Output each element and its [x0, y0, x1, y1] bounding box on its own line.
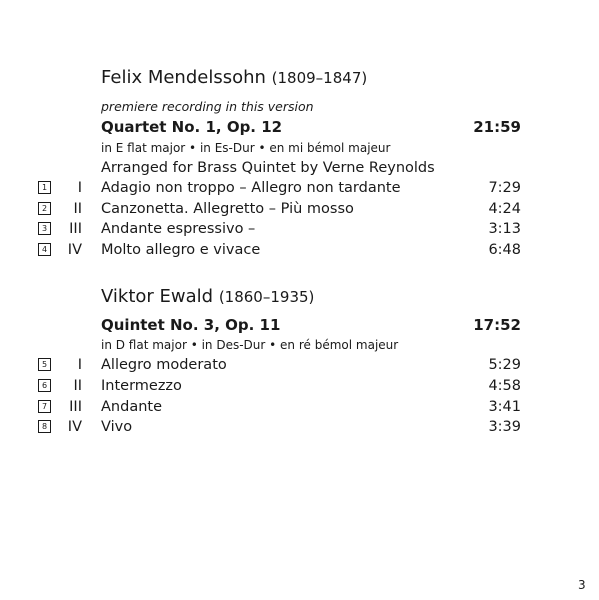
track-time: 3:41 [488, 399, 521, 415]
track-time: 3:13 [488, 221, 521, 237]
work-keys: in D flat major • in Des-Dur • en ré bémol majeur [101, 338, 399, 352]
movement-number: II [73, 378, 82, 394]
track-title: Andante [101, 399, 162, 415]
recording-note: premiere recording in this version [101, 99, 314, 114]
movement-number: I [77, 357, 82, 373]
composer-name: Viktor Ewald [101, 286, 214, 307]
movement-number: IV [67, 419, 82, 435]
track-time: 4:58 [488, 378, 521, 394]
track-title: Intermezzo [101, 378, 182, 394]
composer-heading [101, 67, 367, 89]
track-time: 6:48 [488, 242, 521, 258]
track-number: 6 [38, 379, 51, 392]
track-title: Adagio non troppo – Allegro non tardante [101, 180, 401, 196]
movement-number: II [73, 201, 82, 217]
composer-dates: (1860–1935) [218, 288, 315, 306]
work-title: Quartet No. 1, Op. 12 [101, 118, 283, 136]
track-time: 3:39 [488, 419, 521, 435]
track-number: 8 [38, 420, 51, 433]
track-number: 5 [38, 358, 51, 371]
track-number: 1 [38, 181, 51, 194]
track-title: Andante espressivo – [101, 221, 256, 237]
work-total-time: 17:52 [473, 316, 521, 334]
track-title: Molto allegro e vivace [101, 242, 261, 258]
movement-number: IV [67, 242, 82, 258]
movement-number: I [77, 180, 82, 196]
track-time: 7:29 [488, 180, 521, 196]
track-number: 4 [38, 243, 51, 256]
movement-number: III [69, 221, 82, 237]
arrangement-credit: Arranged for Brass Quintet by Verne Reynolds [101, 160, 435, 176]
track-time: 4:24 [488, 201, 521, 217]
track-number: 7 [38, 400, 51, 413]
track-title: Vivo [101, 419, 133, 435]
composer-name: Felix Mendelssohn [101, 67, 266, 88]
track-time: 5:29 [488, 357, 521, 373]
page-number: 3 [578, 578, 586, 592]
composer-heading [101, 286, 314, 308]
track-number: 2 [38, 202, 51, 215]
work-keys: in E flat major • in Es-Dur • en mi bémol majeur [101, 141, 391, 155]
track-title: Allegro moderato [101, 357, 227, 373]
movement-number: III [69, 399, 82, 415]
work-title: Quintet No. 3, Op. 11 [101, 316, 281, 334]
composer-dates: (1809–1847) [271, 69, 368, 87]
track-number: 3 [38, 222, 51, 235]
track-title: Canzonetta. Allegretto – Più mosso [101, 201, 354, 217]
work-total-time: 21:59 [473, 118, 521, 136]
